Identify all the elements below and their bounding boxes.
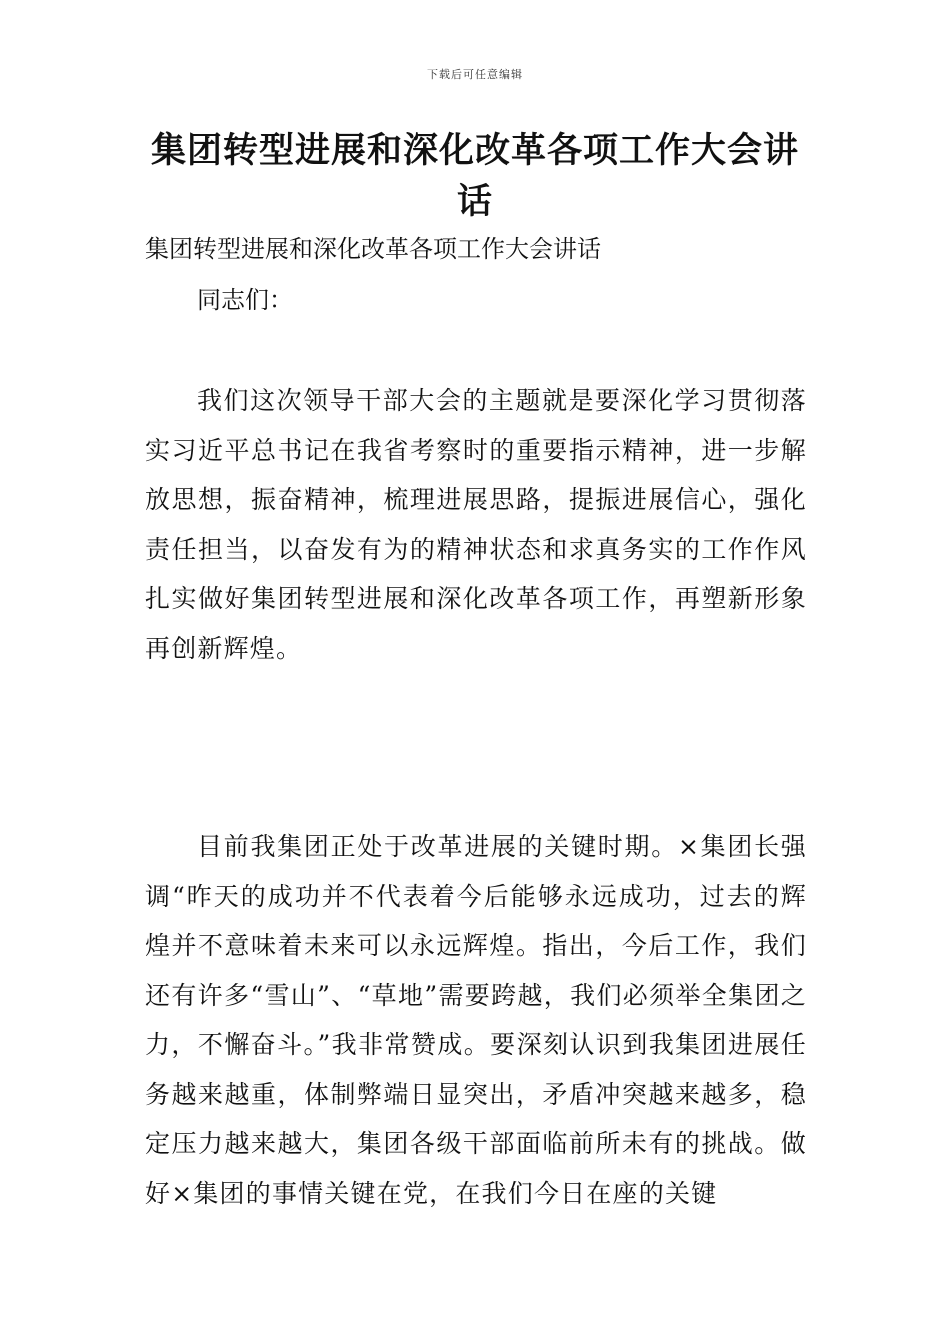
header-note: 下载后可任意编辑 <box>427 68 523 81</box>
document-subtitle: 集团转型进展和深化改革各项工作大会讲话 <box>145 235 601 263</box>
body-paragraph: 目前我集团正处于改革进展的关键时期。×集团长强调“昨天的成功并不代表着今后能够永远成功，过去的辉煌并不意味着未来可以永远辉煌。指出，今后工作，我们还有许多“雪山”、“草地”需要跨越，我们必须举全集团之力，不懈奋斗。”我非常赞成。要深刻认识到我集团进展任务越来越重，体制弊端日显突出，矛盾冲突越来越多，稳定压力越来越大，集团各级干部面临前所未有的挑战。做好×集团的事情关键在党，在我们今日在座的关键 <box>145 832 807 1208</box>
document-title: 集团转型进展和深化改革各项工作大会讲话 <box>150 131 799 222</box>
greeting: 同志们： <box>197 286 293 314</box>
body-paragraph: 我们这次领导干部大会的主题就是要深化学习贯彻落实习近平总书记在我省考察时的重要指示精神，进一步解放思想，振奋精神，梳理进展思路，提振进展信心，强化责任担当，以奋发有为的精神状态和求真务实的工作作风扎实做好集团转型进展和深化改革各项工作，再塑新形象再创新辉煌。 <box>145 386 807 663</box>
